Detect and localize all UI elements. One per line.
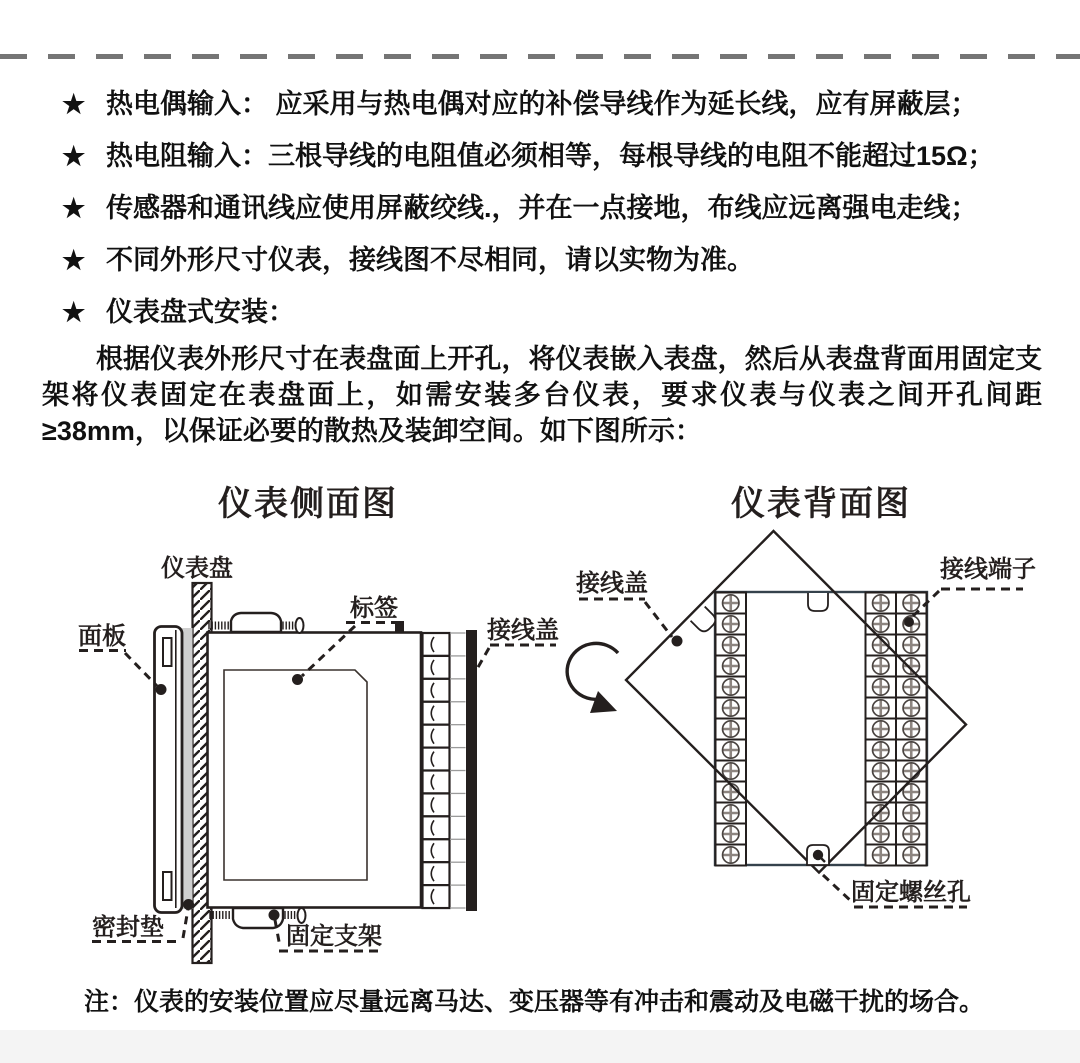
installation-diagrams xyxy=(0,480,1080,980)
front-panel-bezel xyxy=(155,627,183,913)
leader-dot xyxy=(292,674,303,685)
label-back-terminal-cover xyxy=(575,570,683,647)
ladder-cell xyxy=(423,885,450,908)
bullet-text: 传感器和通讯线应使用屏蔽绞线.，并在一点接地，布线应远离强电走线； xyxy=(106,193,978,223)
ladder-cell xyxy=(423,816,450,839)
section-panel-mount-title xyxy=(62,296,295,329)
star-bullet-icon: ★ xyxy=(62,141,86,171)
panel-clip-bottom xyxy=(163,872,172,900)
label-panel-board xyxy=(161,554,233,582)
panel-clip-top xyxy=(163,638,172,666)
side-terminal-cover-bar xyxy=(466,630,477,911)
gasket-label-text: 密封垫 xyxy=(92,914,164,941)
rotate-arrow-arc xyxy=(567,643,618,699)
back-view-title: 仪表背面图 xyxy=(731,486,911,523)
gasket-strip xyxy=(182,628,193,909)
leader-dot xyxy=(672,636,683,647)
leader-dot xyxy=(269,910,280,921)
side-terminal-cover-label-text: 接线盖 xyxy=(487,617,559,644)
ladder-cell xyxy=(423,839,450,862)
notes-bullet-list xyxy=(62,88,1044,296)
bullet-text: 热电偶输入： 应采用与热电偶对应的补偿导线作为延长线，应有屏蔽层； xyxy=(106,89,978,119)
installation-paragraph: 根据仪表外形尺寸在表盘面上开孔，将仪表嵌入表盘，然后从表盘背面用固定支架将仪表固定在表盘面上，如需安装多台仪表，要求仪表与仪表之间开孔间距≥38mm，以保证必要的散热及装卸空间。如下图所示： xyxy=(42,344,1042,446)
star-bullet-icon: ★ xyxy=(62,89,86,119)
ladder-cell xyxy=(423,725,450,748)
bullet-rtd xyxy=(62,140,1044,173)
bullet-text: 不同外形尺寸仪表，接线图不尽相同，请以实物为准。 xyxy=(106,245,754,275)
ladder-cell xyxy=(423,633,450,656)
label-screw-hole xyxy=(823,875,971,907)
ladder-cell xyxy=(423,679,450,702)
back-view-diagram xyxy=(567,531,1036,907)
torn-page-dashed-separator xyxy=(0,54,1080,59)
leader-dot xyxy=(904,617,914,627)
bracket-screw-head-top xyxy=(296,618,304,633)
side-view-diagram xyxy=(78,554,559,963)
bracket-screw-head-bottom xyxy=(298,908,306,923)
ladder-cell xyxy=(423,656,450,679)
star-bullet-icon: ★ xyxy=(62,245,86,275)
bullet-text: 热电阻输入：三根导线的电阻值必须相等，每根导线的电阻不能超过15Ω； xyxy=(106,141,995,171)
leader-dot xyxy=(156,684,167,695)
rotate-arrow-head xyxy=(590,691,617,713)
screw-hole-label-text: 固定螺丝孔 xyxy=(851,879,971,906)
fixing-bracket-top xyxy=(231,613,281,632)
star-bullet-icon: ★ xyxy=(62,193,86,223)
terminals-label-text: 接线端子 xyxy=(940,556,1036,583)
page-bottom-band xyxy=(0,1030,1080,1063)
bullet-dimension-note xyxy=(62,244,1044,277)
bracket-label-text: 固定支架 xyxy=(286,923,382,950)
sticker-label-text: 标签 xyxy=(350,595,398,622)
panel-board-label-text: 仪表盘 xyxy=(161,555,233,582)
bullet-sensor-wiring xyxy=(62,192,1044,225)
bullet-thermocouple xyxy=(62,88,1044,121)
ladder-cell xyxy=(423,748,450,771)
ladder-cell xyxy=(423,702,450,725)
leader-dot xyxy=(183,899,194,910)
ladder-cell xyxy=(423,793,450,816)
side-terminal-ladder xyxy=(423,633,466,908)
label-sticker-area xyxy=(224,670,367,880)
star-bullet-icon: ★ xyxy=(62,297,86,327)
side-view-title: 仪表侧面图 xyxy=(218,486,398,523)
bottom-note: 注：仪表的安装位置应尽量远离马达、变压器等有冲击和震动及电磁干扰的场合。 xyxy=(84,988,985,1016)
ladder-cell xyxy=(423,862,450,885)
back-terminal-cover-label-text: 接线盖 xyxy=(576,570,648,597)
front-panel-label-text: 面板 xyxy=(78,623,126,650)
section-title-text: 仪表盘式安装： xyxy=(106,297,295,327)
ladder-cell xyxy=(423,771,450,794)
label-side-terminal-cover xyxy=(477,617,559,669)
top-screw-tab xyxy=(808,593,828,611)
